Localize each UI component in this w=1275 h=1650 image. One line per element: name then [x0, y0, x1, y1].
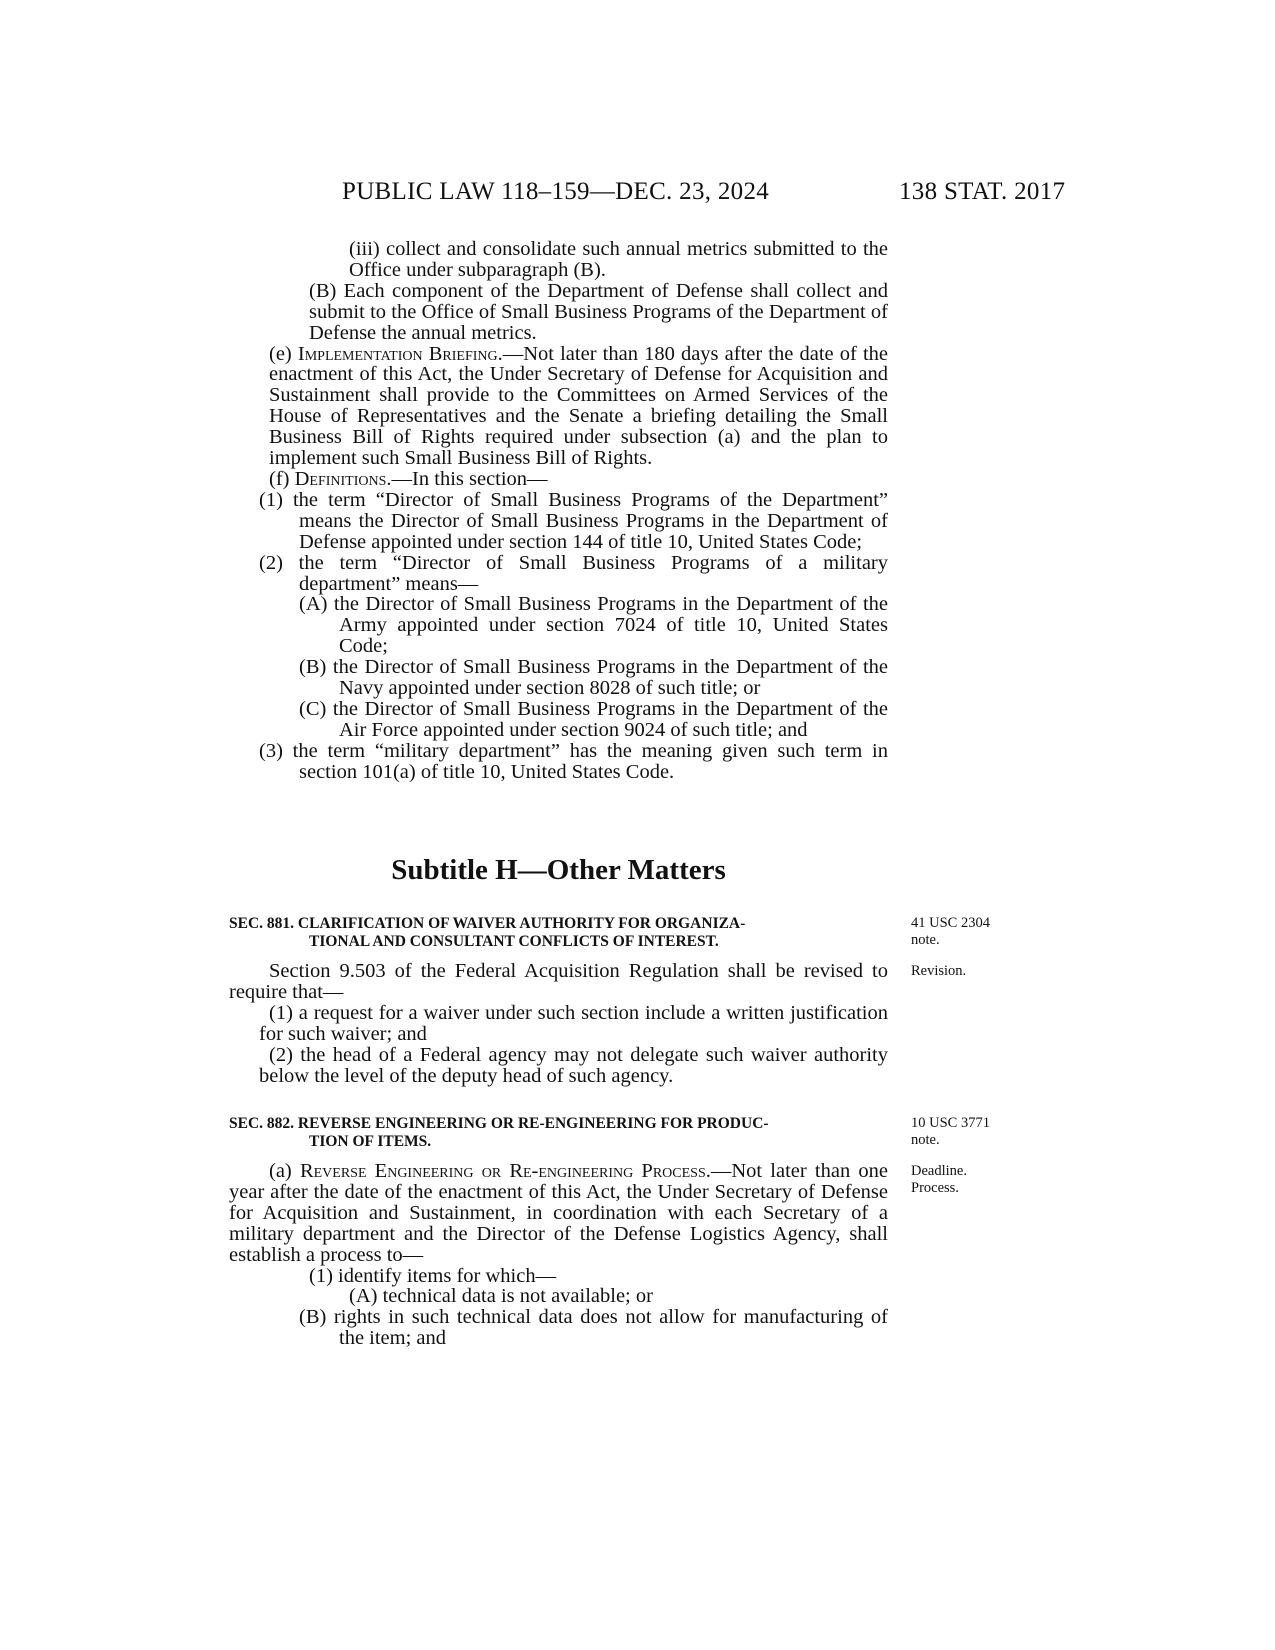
sec-882-body [229, 1161, 888, 1349]
paragraph-f: (f) Definitions.—In this section— [269, 467, 548, 490]
subtitle-heading: Subtitle H—Other Matters [391, 854, 726, 886]
sec-882-item-1: (1) identify items for which— [309, 1264, 557, 1287]
definition-2B: (B) the Director of Small Business Programs in the Department of the Navy appointed under section 8028 of such title; or [299, 656, 888, 700]
definition-1: (1) the term “Director of Small Business Programs of the Department” means the Director of Small Business Programs in the Department of Defense appointed under section 144 of title 10, United States Code; [259, 488, 888, 553]
sec-881-item-1: (1) a request for a waiver under such section include a written justification for such waiver; and [259, 1001, 888, 1045]
running-header-left: PUBLIC LAW 118–159—DEC. 23, 2024 [342, 178, 770, 205]
paragraph-e: (e) Implementation Briefing.—Not later than 180 days after the date of the enactment of this Act, the Under Secretary of Defense for Acquisition and Sustainment shall provide to the Committees on Armed Services of the House of Representatives and the Senate a briefing detailing the Small Business Bill of Rights required under subsection (a) and the plan to implement such Small Business Bill of Rights. [269, 342, 888, 470]
running-header-right: 138 STAT. 2017 [899, 178, 1066, 205]
margin-note-deadline-process: Deadline. Process. [911, 1163, 967, 1196]
heading-implementation-briefing: Implementation Briefing. [297, 342, 503, 365]
definition-2: (2) the term “Director of Small Business Programs of a military department” means— [259, 551, 888, 595]
sec-881-item-2: (2) the head of a Federal agency may not delegate such waiver authority below the level of the deputy head of such agency. [259, 1043, 888, 1087]
definition-2A: (A) the Director of Small Business Programs in the Department of the Army appointed under section 7024 of title 10, United States Code; [299, 593, 888, 658]
heading-reverse-engineering: Reverse Engineering or Re-engineering Process. [299, 1160, 711, 1182]
sec-881-intro: Section 9.503 of the Federal Acquisition Regulation shall be revised to require that— [229, 960, 888, 1003]
margin-note-10-usc: 10 USC 3771 note. [911, 1115, 990, 1148]
paragraph-B: (B) Each component of the Department of Defense shall collect and submit to the Office of Small Business Programs of the Department of Defense the annual metrics. [309, 279, 888, 344]
paragraph-iii: (iii) collect and consolidate such annual metrics submitted to the Office under subparagraph (B). [349, 238, 888, 281]
sec-882-item-A: (A) technical data is not available; or [349, 1285, 653, 1308]
top-section [229, 239, 888, 783]
heading-definitions: Definitions. [294, 467, 392, 490]
sec-881-body [229, 961, 888, 1086]
margin-note-revision: Revision. [911, 963, 967, 979]
sec-882-item-B: (B) rights in such technical data does not allow for manufacturing of the item; and [299, 1306, 888, 1350]
sec-882-heading: SEC. 882. REVERSE ENGINEERING OR RE-ENGINEERING FOR PRODUC- TION OF ITEMS. [229, 1115, 769, 1150]
definition-3: (3) the term “military department” has the meaning given such term in section 101(a) of title 10, United States Code. [259, 739, 888, 783]
definition-2C: (C) the Director of Small Business Programs in the Department of the Air Force appointed under section 9024 of such title; and [299, 697, 888, 741]
sec-882-paragraph-a: (a) Reverse Engineering or Re-engineering Process.—Not later than one year after the date of the enactment of this Act, the Under Secretary of Defense for Acquisition and Sustainment, in coordination with each Secretary of a military department and the Director of the Defense Logistics Agency, shall establish a process to— [229, 1160, 888, 1266]
margin-note-41-usc: 41 USC 2304 note. [911, 915, 990, 948]
sec-881-heading: SEC. 881. CLARIFICATION OF WAIVER AUTHORITY FOR ORGANIZA- TIONAL AND CONSULTANT CONFLICTS OF INTEREST. [229, 915, 746, 950]
